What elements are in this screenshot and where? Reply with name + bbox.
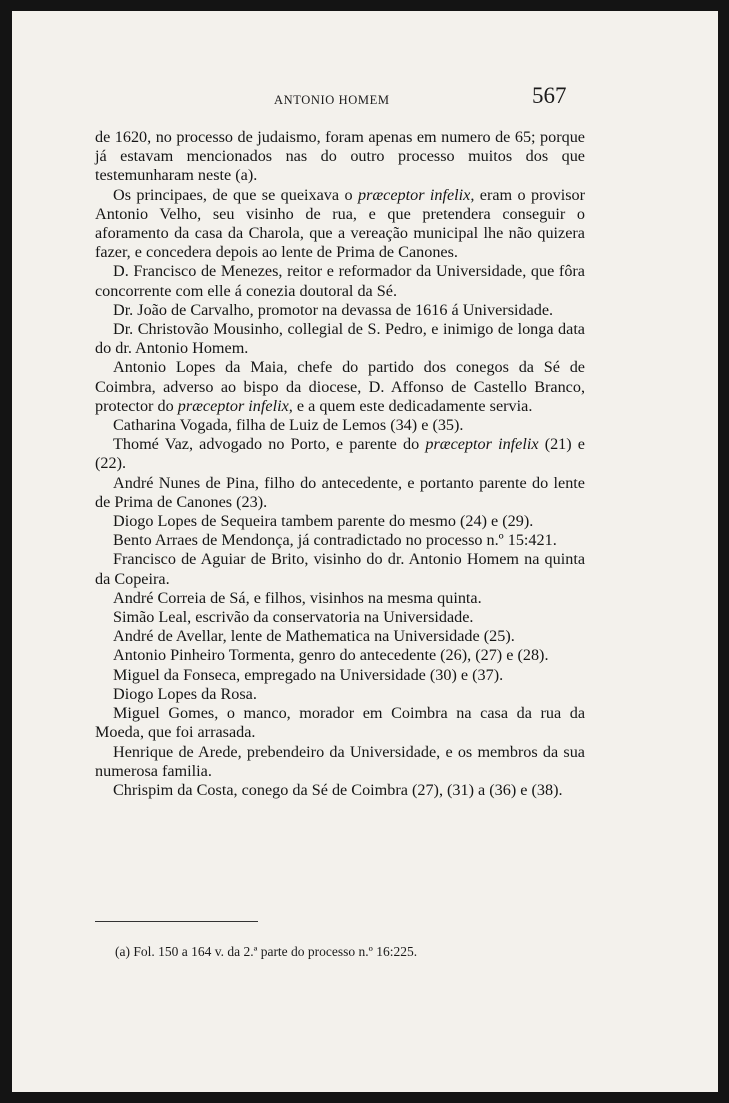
paragraph: André Correia de Sá, e filhos, visinhos na mesma quinta. (113, 588, 482, 607)
text-run: eram o provisor Antonio Velho, seu visinho de rua, e que pretendera conseguir o aforamento da casa da Charola, que a vereação municipal lhe não quizera fazer, e concedera depois ao lente de Prima de Canones. (95, 185, 585, 262)
text-run: e a quem este dedicadamente servia. (292, 396, 533, 415)
italic-text: præceptor infelix (425, 435, 539, 454)
page-header (12, 83, 718, 109)
italic-text: præceptor infelix, (357, 185, 475, 204)
text-run: (21) e (22). (95, 435, 585, 473)
paragraph (95, 186, 585, 263)
running-head: ANTONIO HOMEM (274, 93, 390, 107)
paragraph: Henrique de Arede, prebendeiro da Universidade, e os membros da sua numerosa familia. (95, 742, 585, 780)
paragraph: Antonio Pinheiro Tormenta, genro do antecedente (26), (27) e (28). (113, 646, 549, 665)
body-text (95, 128, 585, 800)
paragraph: André Nunes de Pina, filho do antecedente, e portanto parente do lente de Prima de Canones (23). (95, 473, 585, 511)
italic-text: præceptor infelix, (177, 396, 293, 415)
paragraph: D. Francisco de Menezes, reitor e reformador da Universidade, que fôra concorrente com elle á conezia doutoral da Sé. (95, 262, 585, 300)
book-page (12, 11, 718, 1092)
page-number: 567 (532, 83, 567, 108)
paragraph: de 1620, no processo de judaismo, foram apenas em numero de 65; porque já estavam mencionados nas do outro processo muitos dos que testemunharam neste (a). (95, 128, 585, 185)
text-run: Thomé Vaz, advogado no Porto, e parente do (113, 435, 426, 454)
footnote: (a) Fol. 150 a 164 v. da 2.ª parte do processo n.º 16:225. (115, 944, 418, 959)
paragraph: Catharina Vogada, filha de Luiz de Lemos (34) e (35). (113, 416, 464, 435)
paragraph: Francisco de Aguiar de Brito, visinho do dr. Antonio Homem na quinta da Copeira. (95, 550, 585, 588)
paragraph: Diogo Lopes de Sequeira tambem parente do mesmo (24) e (29). (113, 512, 534, 531)
text-run: Antonio Lopes da Maia, chefe do partido dos conegos da Sé de Coimbra, adverso ao bispo da diocese, D. Affonso de Castello Branco, protector do (95, 358, 585, 415)
footnote-divider (95, 921, 258, 922)
paragraph: Diogo Lopes da Rosa. (113, 684, 257, 703)
paragraph: Simão Leal, escrivão da conservatoria na Universidade. (113, 608, 474, 627)
paragraph (95, 358, 585, 416)
paragraph: Chrispim da Costa, conego da Sé de Coimbra (27), (31) a (36) e (38). (113, 780, 563, 799)
paragraph: Miguel Gomes, o manco, morador em Coimbra na casa da rua da Moeda, que foi arrasada. (95, 704, 585, 742)
paragraph: Dr. João de Carvalho, promotor na devassa de 1616 á Universidade. (113, 300, 554, 319)
paragraph (95, 435, 585, 473)
text-run: Os principaes, de que se queixava o (113, 185, 358, 204)
paragraph: Dr. Christovão Mousinho, collegial de S. Pedro, e inimigo de longa data do dr. Antonio Homem. (95, 320, 585, 358)
paragraph: André de Avellar, lente de Mathematica na Universidade (25). (113, 627, 515, 646)
paragraph: Bento Arraes de Mendonça, já contradictado no processo n.º 15:421. (113, 531, 557, 550)
paragraph: Miguel da Fonseca, empregado na Universidade (30) e (37). (113, 665, 504, 684)
